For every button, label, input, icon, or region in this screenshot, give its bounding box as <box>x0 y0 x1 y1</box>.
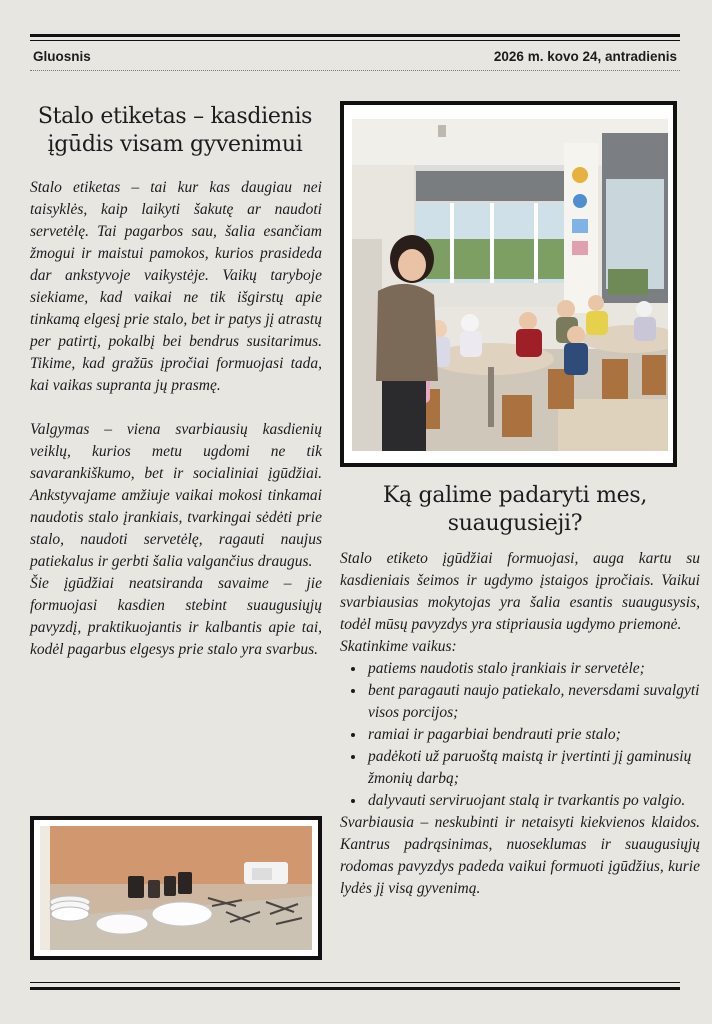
right-article-body <box>340 548 700 900</box>
left-article-body <box>30 177 322 661</box>
list-item: • ramiai ir pagarbiai bendrauti prie stalo; <box>366 724 700 746</box>
right-article-title: Ką galime padaryti mes, suaugusieji? <box>382 483 648 536</box>
list-item: • dalyvauti serviruojant stalą ir tvarkantis po valgio. <box>366 790 700 812</box>
left-paragraph-2: Valgymas – viena svarbiausių kasdienių veiklų, kurios metu ugdomi ne tik savarankiškumo, bet ir socialiniai įgūdžiai. Ankstyvajame amžiuje vaikai mokosi tinkamai naudotis stalo įrankiais, tvarkingai sėdėti prie stalo, naudoti servetėlę, ragauti naujus patiekalus ir gerbti šalia valgančius draugus. <box>30 421 322 570</box>
right-intro-paragraph: Stalo etiketo įgūdžiai formuojasi, auga kartu su kasdieniais šeimos ir ugdymo įstaigos įpročiais. Vaikui svarbiausias mokytojas yra šalia esantis suaugusysis, todėl mūsų pavyzdys yra stipriausia ugdymo priemonė. <box>340 550 700 633</box>
left-article-title: Stalo etiketas – kasdienis įgūdis visam gyvenimui <box>37 104 313 157</box>
bottom-rule-thick <box>30 987 680 990</box>
right-list-heading: Skatinkime vaikus: <box>340 638 457 655</box>
classroom-image <box>352 119 668 451</box>
top-rule-thick <box>30 34 680 37</box>
bottom-rule-thin <box>30 982 680 983</box>
masthead <box>33 49 677 64</box>
left-paragraph-1: Stalo etiketas – tai kur kas daugiau nei taisyklės, kaip laikyti šakutę ar naudoti servetėlę. Tai pagarbos sau, šalia esančiam žmogui ir maistui pamokos, kurios prasideda dar ankstyvoje vaikystėje. Vaikų taryboje siekiame, kad vaikai ne tik išgirstų apie tinkamą elgesį prie stalo, bet ir patys jį atrastų per patirtį, pokalbį bei bendrus susitarimus. Tikime, kad gražūs įpročiai formuojasi tada, kai vaikas supranta jų prasmę. <box>30 179 322 394</box>
list-item: • patiems naudotis stalo įrankiais ir servetėle; <box>366 658 700 680</box>
list-item: • bent paragauti naujo patiekalo, neversdami suvalgyti visos porcijos; <box>366 680 700 724</box>
classroom-photo <box>340 101 677 467</box>
tableware-image <box>40 826 312 950</box>
publication-name: Gluosnis <box>33 49 91 64</box>
encouragement-list <box>340 658 700 812</box>
issue-date: 2026 m. kovo 24, antradienis <box>493 49 677 64</box>
right-closing-paragraph: Svarbiausia – neskubinti ir netaisyti kiekvienos klaidos. Kantrus padrąsinimas, nuoseklumas ir suaugusiųjų rodomas pavyzdys padeda vaikui formuoti įgūdžius, kurie lydės jį visą gyvenimą. <box>340 814 700 897</box>
list-item: • padėkoti už paruoštą maistą ir įvertinti jį gaminusių žmonių darbą; <box>366 746 700 790</box>
left-paragraph-3: Šie įgūdžiai neatsiranda savaime – jie formuojasi kasdien stebint suaugusiųjų pavyzdį, praktikuojantis ir kalbantis apie tai, kodėl pagarbus elgesys prie stalo yra svarbus. <box>30 575 322 658</box>
top-rule-thin <box>30 40 680 41</box>
tableware-photo <box>30 816 322 960</box>
masthead-divider <box>30 70 680 71</box>
